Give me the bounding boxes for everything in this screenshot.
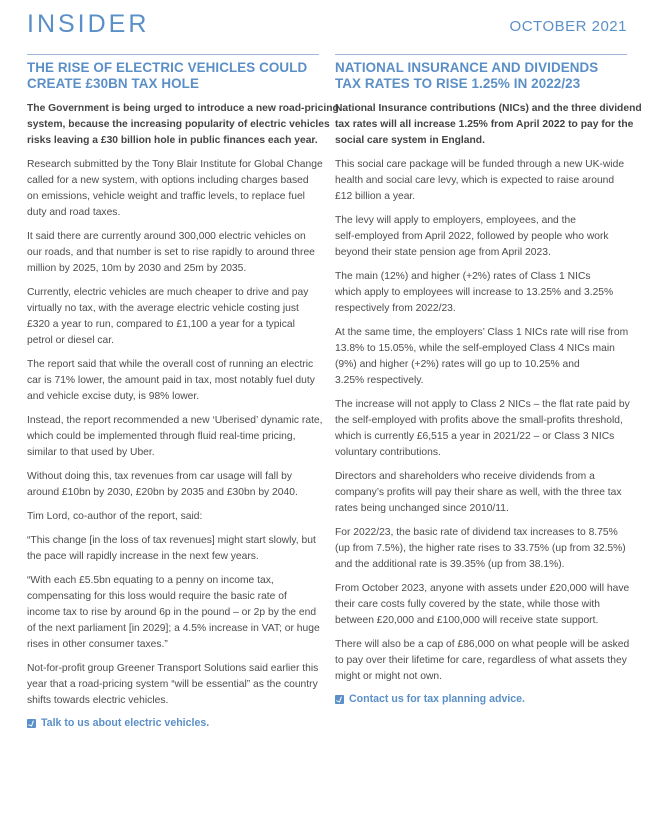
- article-lead: [27, 101, 339, 149]
- paragraph: [335, 469, 627, 517]
- electric-vehicles-link[interactable]: [27, 717, 319, 729]
- paragraph-line: Not-for-profit group Greener Transport Solutions said earlier this: [27, 663, 319, 674]
- paragraph: [27, 157, 323, 221]
- article-body: [335, 157, 630, 685]
- paragraph-line: For 2022/23, the basic rate of dividend tax increases to 8.75%: [335, 527, 618, 538]
- paragraph-line: income tax to rise by around 6p in the pound – or 2p by the end: [27, 607, 317, 618]
- paragraph-line: voluntary contributions.: [335, 447, 441, 458]
- cta-label: Talk to us about electric vehicles.: [41, 717, 210, 729]
- paragraph-line: which apply to employees will increase to 13.25% and 3.25%: [335, 287, 614, 298]
- paragraph-line: around £10bn by 2030, £20bn by 2035 and £30bn by 2040.: [27, 487, 298, 498]
- paragraph-line: self-employed from April 2022, followed by people who work: [335, 231, 609, 242]
- paragraph-line: Without doing this, tax revenues from car usage will fall by: [27, 471, 292, 482]
- paragraph-line: Directors and shareholders who receive dividends from a: [335, 471, 595, 482]
- paragraph-line: “This change [in the loss of tax revenues] might start slowly, but: [27, 535, 316, 546]
- paragraph-line: £320 a year to run, compared to £1,100 a year for a typical: [27, 319, 295, 330]
- column-divider: [335, 54, 627, 55]
- paragraph-line: of the next parliament [in 2029]; a 4.5% increase in VAT; or huge: [27, 623, 320, 634]
- article-headline: [27, 60, 319, 92]
- paragraph-line: health and social care levy, which is expected to raise around: [335, 175, 615, 186]
- headline-line: NATIONAL INSURANCE AND DIVIDENDS: [335, 60, 599, 75]
- arrow-link-icon: [335, 695, 344, 704]
- lead-line: risks leaving a £30 billion hole in public finances each year.: [27, 135, 318, 146]
- paragraph-line: Currently, electric vehicles are much cheaper to drive and pay: [27, 287, 309, 298]
- paragraph: [27, 573, 319, 653]
- paragraph-line: 3.25% respectively.: [335, 375, 424, 386]
- paragraph: [335, 269, 627, 317]
- paragraph-line: The report said that while the overall cost of running an electric: [27, 359, 314, 370]
- paragraph-line: might or might not own.: [335, 671, 443, 682]
- paragraph-line: The main (12%) and higher (+2%) rates of Class 1 NICs: [335, 271, 591, 282]
- paragraph: [335, 525, 627, 573]
- paragraph-line: The levy will apply to employers, employees, and the: [335, 215, 576, 226]
- paragraph-line: Tim Lord, co-author of the report, said:: [27, 511, 203, 522]
- article-body: [27, 157, 323, 709]
- paragraph-line: year that a road-pricing system “will be essential” as the country: [27, 679, 318, 690]
- lead-line: The Government is being urged to introduce a new road-pricing: [27, 103, 339, 114]
- article-national-insurance: [335, 54, 642, 705]
- paragraph-line: between £20,000 and £100,000 will receive state support.: [335, 615, 599, 626]
- headline-line: CREATE £30BN TAX HOLE: [27, 76, 199, 91]
- paragraph-line: There will also be a cap of £86,000 on what people will be asked: [335, 639, 630, 650]
- paragraph-line: duty and road taxes.: [27, 207, 121, 218]
- paragraph: [335, 325, 627, 389]
- paragraph-line: virtually no tax, with the average electric vehicle costing just: [27, 303, 299, 314]
- paragraph-line: on emissions, vehicle weight and traffic levels, to replace fuel: [27, 191, 305, 202]
- masthead: [27, 10, 627, 42]
- paragraph-line: called for a new system, with options including charges based: [27, 175, 309, 186]
- article-headline: [335, 60, 627, 92]
- paragraph-line: the pace will rapidly increase in the next few years.: [27, 551, 259, 562]
- paragraph-line: our roads, and that number is set to rise rapidly to around three: [27, 247, 315, 258]
- paragraph-line: and vehicle excise duty, is 98% lower.: [27, 391, 200, 402]
- paragraph-line: the self-employed with profits above the small-profits threshold,: [335, 415, 623, 426]
- paragraph: [335, 157, 627, 205]
- paragraph-line: compensating for this loss would require the basic rate of: [27, 591, 287, 602]
- paragraph-line: It said there are currently around 300,000 electric vehicles on: [27, 231, 306, 242]
- paragraph: [335, 213, 627, 261]
- paragraph-line: shifts towards electric vehicles.: [27, 695, 169, 706]
- paragraph-line: From October 2023, anyone with assets under £20,000 will have: [335, 583, 630, 594]
- paragraph-line: petrol or diesel car.: [27, 335, 114, 346]
- paragraph-line: similar to that used by Uber.: [27, 447, 155, 458]
- paragraph-line: rates being unchanged since 2010/11.: [335, 503, 509, 514]
- paragraph-line: Research submitted by the Tony Blair Institute for Global Change: [27, 159, 323, 170]
- paragraph-line: their care costs fully covered by the state, while those with: [335, 599, 600, 610]
- paragraph-line: This social care package will be funded through a new UK-wide: [335, 159, 625, 170]
- cta-label: Contact us for tax planning advice.: [349, 693, 526, 705]
- lead-line: social care system in England.: [335, 135, 485, 146]
- paragraph-line: (up from 7.5%), the higher rate rises to 33.75% (up from 32.5%): [335, 543, 626, 554]
- lead-line: system, because the increasing popularity of electric vehicles: [27, 119, 330, 130]
- headline-line: THE RISE OF ELECTRIC VEHICLES COULD: [27, 60, 308, 75]
- paragraph: [27, 357, 319, 405]
- paragraph-line: Instead, the report recommended a new ‘Uberised’ dynamic rate,: [27, 415, 323, 426]
- article-electric-vehicles: [27, 54, 339, 729]
- paragraph: [27, 285, 319, 349]
- paragraph-line: The increase will not apply to Class 2 NICs – the flat rate paid by: [335, 399, 630, 410]
- paragraph: [27, 413, 323, 461]
- issue-date: OCTOBER 2021: [509, 18, 627, 35]
- paragraph-line: respectively from 2022/23.: [335, 303, 456, 314]
- paragraph: [27, 509, 319, 525]
- paragraph-line: and the additional rate is 39.35% (up from 38.1%).: [335, 559, 565, 570]
- paragraph-line: million by 2025, 10m by 2030 and 25m by 2035.: [27, 263, 247, 274]
- lead-line: National Insurance contributions (NICs) and the three dividend: [335, 103, 642, 114]
- paragraph-line: beyond their state pension age from April 2023.: [335, 247, 551, 258]
- paragraph-line: which is currently £6,515 a year in 2021/22 – or Class 3 NICs: [335, 431, 615, 442]
- paragraph-line: (9%) and higher (+2%) rates will go up to 10.25% and: [335, 359, 580, 370]
- headline-line: TAX RATES TO RISE 1.25% IN 2022/23: [335, 76, 581, 91]
- paragraph-line: rises in other consumer taxes.”: [27, 639, 168, 650]
- paragraph-line: £12 billion a year.: [335, 191, 416, 202]
- paragraph: [335, 637, 630, 685]
- article-lead: [335, 101, 642, 149]
- paragraph-line: 13.8% to 15.05%, while the self-employed Class 4 NICs main: [335, 343, 615, 354]
- paragraph-line: At the same time, the employers’ Class 1 NICs rate will rise from: [335, 327, 629, 338]
- paragraph: [27, 661, 319, 709]
- paragraph: [335, 397, 630, 461]
- paragraph: [27, 469, 319, 501]
- paragraph-line: car is 71% lower, the amount paid in tax, most notably fuel duty: [27, 375, 315, 386]
- paragraph-line: to pay over their lifetime for care, regardless of what assets they: [335, 655, 627, 666]
- publication-title: INSIDER: [27, 10, 150, 38]
- paragraph-line: company’s profits will pay their share as well, with the three tax: [335, 487, 622, 498]
- paragraph: [335, 581, 630, 629]
- paragraph-line: “With each £5.5bn equating to a penny on income tax,: [27, 575, 274, 586]
- paragraph: [27, 533, 319, 565]
- lead-line: tax rates will all increase 1.25% from April 2022 to pay for the: [335, 119, 634, 130]
- paragraph: [27, 229, 319, 277]
- column-divider: [27, 54, 319, 55]
- paragraph-line: which could be implemented through fluid real-time pricing,: [27, 431, 296, 442]
- arrow-link-icon: [27, 719, 36, 728]
- tax-planning-link[interactable]: [335, 693, 627, 705]
